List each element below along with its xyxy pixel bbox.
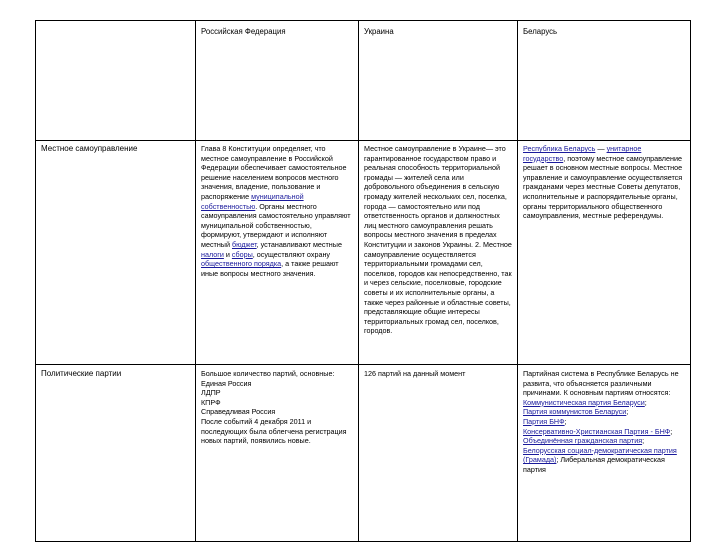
text-line: КПРФ bbox=[201, 397, 221, 407]
header-cell-empty bbox=[36, 21, 196, 141]
link-fees[interactable]: сборы bbox=[231, 249, 253, 259]
list-item bbox=[523, 417, 685, 427]
cell-ukraine-local: Местное самоуправление в Украине— это гарантированное государством право и реальная способность территориальной громады — жителей села или добровольного объединения в сельскую громаду жителей нескольких сел, поселка, города — самостоятельно или под ответственность органов и должностных лиц местного самоуправления решать вопросы местного значения в пределах Конституции и законов Украины. 2. Местное самоуправление осуществляется территориальными громадами сел, поселков, городов как непосредственно, так и через сельские, поселковые, городские советы и их исполнительные органы, а также через районные и областные советы, представляющие общие интересы территориальных громад сел, поселков, городов. bbox=[359, 141, 518, 365]
table-row-local-government bbox=[36, 141, 691, 365]
text-segment: . Органы местного самоуправления самостоятельно управляют муниципальной собственностью, формируют, утверждают и исполняют местный bbox=[201, 201, 351, 249]
link-party[interactable]: Консервативно-Христианская Партия - БНФ bbox=[523, 426, 671, 436]
link-party[interactable]: Коммунистическая партия Беларуси bbox=[523, 397, 645, 407]
text-segment: , а также решают иные вопросы местного значения. bbox=[201, 259, 339, 278]
link-taxes[interactable]: налоги bbox=[201, 249, 224, 259]
link-budget[interactable]: бюджет bbox=[231, 239, 257, 249]
comparison-table bbox=[35, 20, 691, 542]
list-item bbox=[523, 427, 685, 437]
text-line: Единая Россия bbox=[201, 378, 252, 388]
cell-russia-parties bbox=[196, 365, 359, 542]
text-segment: , поэтому местное самоуправление решает в основном местные вопросы. Местное управление и самоуправление осуществляется гражданами через местные Советы депутатов, исполнительные и распорядительные органы, органы территориального общественного самоуправления, местные референдумы. bbox=[523, 153, 683, 221]
text-line: ЛДПР bbox=[201, 388, 221, 398]
header-russia: Российская Федерация bbox=[196, 21, 359, 141]
header-ukraine: Украина bbox=[359, 21, 518, 141]
header-belarus: Беларусь bbox=[518, 21, 691, 141]
text-line: Большое количество партий, основные: bbox=[201, 369, 335, 378]
row-label-local-government: Местное самоуправление bbox=[36, 141, 196, 365]
list-item bbox=[523, 436, 685, 446]
text-segment: — bbox=[595, 144, 607, 153]
text-segment: и bbox=[223, 249, 232, 259]
text-segment: ; bbox=[564, 416, 567, 426]
list-item bbox=[523, 446, 685, 475]
link-party[interactable]: Объединённая гражданская партия bbox=[523, 436, 643, 446]
text-line: Партийная система в Республике Беларусь не развита, что объясняется различными причинами. К основным партиям относятся: bbox=[523, 369, 679, 398]
link-republic-belarus[interactable]: Республика Беларусь bbox=[523, 144, 596, 153]
cell-ukraine-parties: 126 партий на данный момент bbox=[359, 365, 518, 542]
link-public-order[interactable]: общественного порядка bbox=[201, 259, 282, 269]
link-municipal-property[interactable]: муниципальной собственностью bbox=[201, 191, 304, 211]
text-line: Справедливая Россия bbox=[201, 407, 276, 417]
text-segment: ; Либеральная демократическая партия bbox=[523, 455, 665, 474]
table-row-political-parties bbox=[36, 365, 691, 542]
cell-belarus-parties bbox=[518, 365, 691, 542]
text-segment: , осуществляют охрану bbox=[252, 249, 331, 259]
text-segment: ; bbox=[626, 407, 629, 417]
cell-russia-local bbox=[196, 141, 359, 365]
header-row bbox=[36, 21, 691, 141]
text-line: После событий 4 декабря 2011 и последующих была облегчена регистрация новых партий, появились новые. bbox=[201, 416, 347, 446]
text-segment: ; bbox=[644, 397, 647, 407]
text-segment: Глава 8 Конституции определяет, что местное самоуправление в Российской Федерации обеспечивает самостоятельное решение населением вопросов местного значения, владение, пользование и распоряжение bbox=[201, 144, 347, 201]
list-item bbox=[523, 398, 685, 408]
text-segment: , устанавливают местные bbox=[256, 239, 342, 249]
list-item bbox=[523, 407, 685, 417]
link-party[interactable]: Партия БНФ bbox=[523, 416, 565, 426]
cell-belarus-local bbox=[518, 141, 691, 365]
text-segment: ; bbox=[642, 436, 645, 446]
link-party[interactable]: Партия коммунистов Беларуси bbox=[523, 407, 627, 417]
link-party[interactable]: Белорусская социал-демократическая партия (Грамада) bbox=[523, 445, 677, 465]
link-unitary-state[interactable]: унитарное государство bbox=[523, 144, 642, 163]
row-label-political-parties: Политические партии bbox=[36, 365, 196, 542]
text-segment: ; bbox=[670, 426, 673, 436]
